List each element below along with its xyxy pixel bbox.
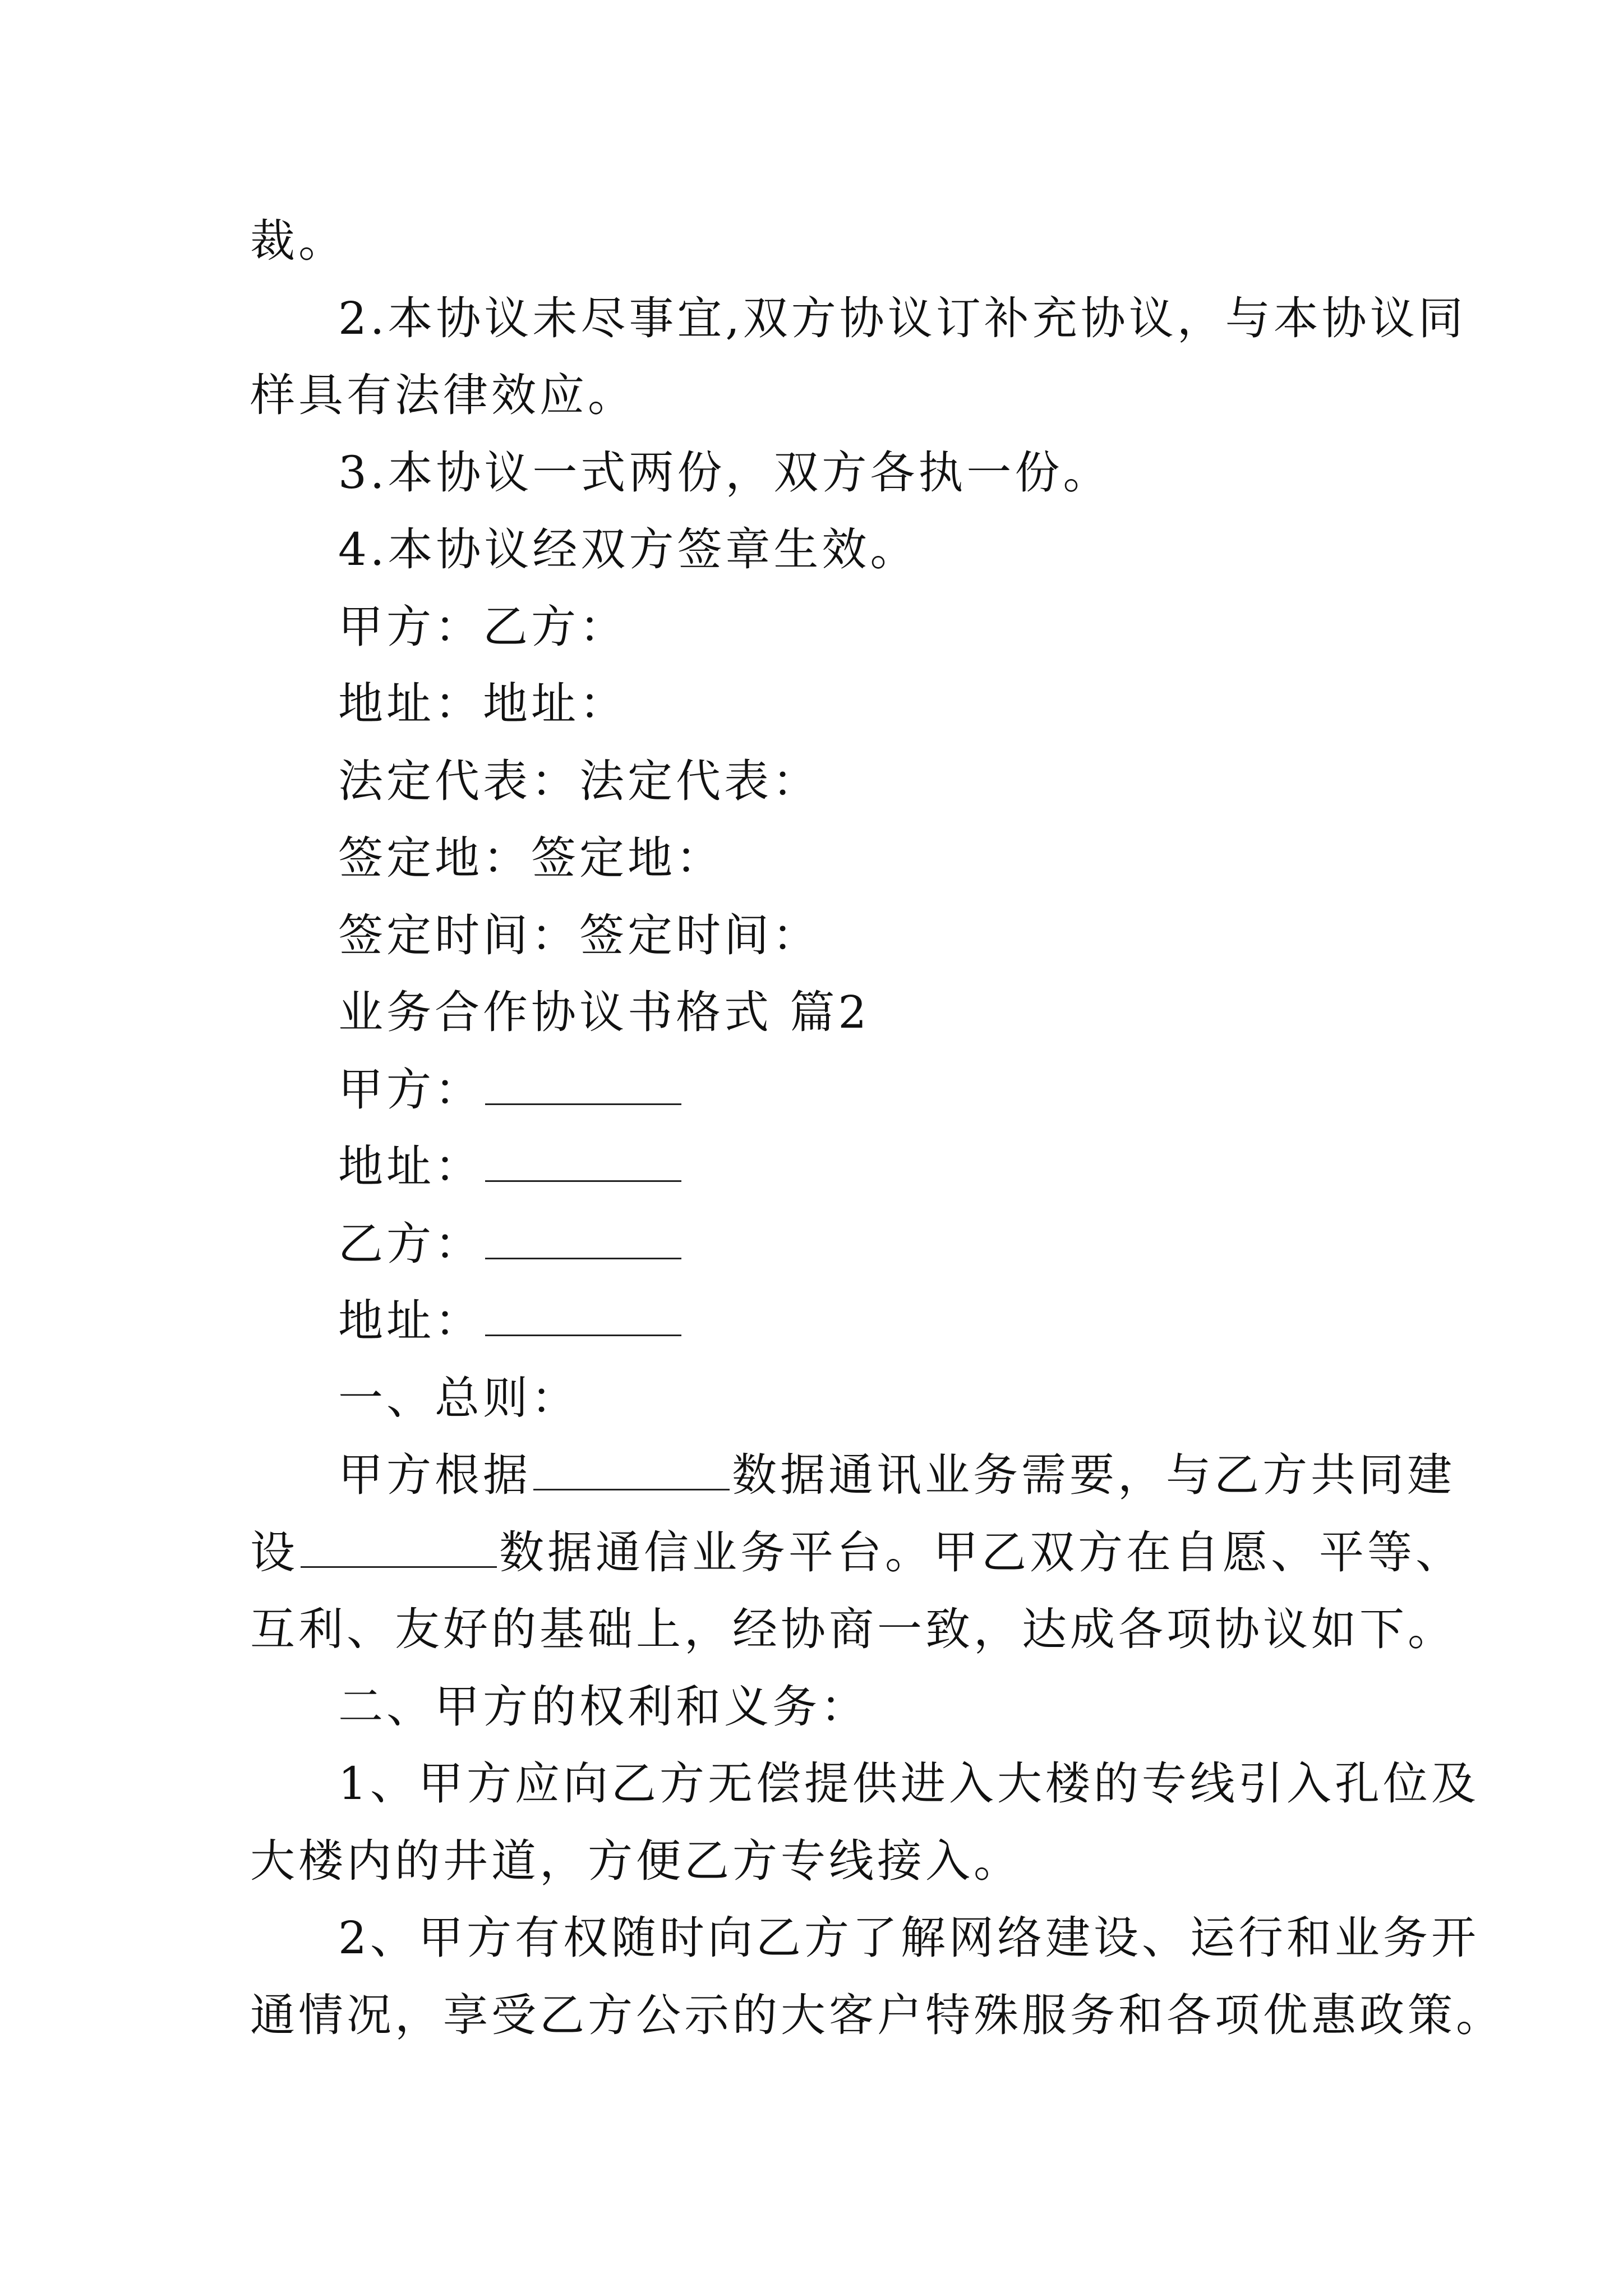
text-line: 甲方：乙方：: [338, 601, 628, 653]
text-line: 法定代表：法定代表：: [338, 755, 820, 807]
text-line: 2.本协议未尽事宜,双方协议订补充协议，与本协议同: [338, 292, 1467, 344]
section-heading: 一、总则：: [338, 1372, 579, 1424]
text-fragment: 甲方根据: [338, 1449, 531, 1501]
text-line: [250, 1525, 1464, 1581]
blank-line: [485, 1144, 681, 1182]
text-fragment: 设: [250, 1526, 298, 1579]
text-line: 通情况，享受乙方公示的大客户特殊服务和各项优惠政策。: [250, 1989, 1504, 2041]
text-line: 签定时间：签定时间：: [338, 909, 820, 961]
text-line: 大楼内的井道，方便乙方专线接入。: [250, 1835, 1022, 1887]
form-line: [338, 1293, 684, 1349]
field-label: 甲方：: [338, 1064, 483, 1116]
blank-line: [485, 1068, 681, 1105]
text-line: 4.本协议经双方签章生效。: [338, 523, 919, 576]
text-line: 样具有法律效应。: [250, 369, 636, 421]
text-line: 地址：地址：: [338, 678, 628, 730]
form-line: [338, 1139, 684, 1195]
form-line: [338, 1216, 684, 1272]
blank-line: [301, 1530, 497, 1568]
form-line: [338, 1062, 684, 1118]
text-fragment: 数据通讯业务需要，与乙方共同建: [732, 1449, 1455, 1501]
blank-line: [485, 1299, 681, 1336]
section-heading: 业务合作协议书格式 篇2: [338, 986, 870, 1038]
blank-line: [533, 1453, 730, 1490]
field-label: 地址：: [338, 1295, 483, 1347]
text-line: 裁。: [250, 215, 347, 267]
text-line: [338, 1447, 1455, 1503]
section-heading: 二、甲方的权利和义务：: [338, 1681, 869, 1733]
text-line: 1、甲方应向乙方无偿提供进入大楼的专线引入孔位及: [338, 1757, 1479, 1810]
field-label: 地址：: [338, 1140, 483, 1193]
text-line: 签定地：签定地：: [338, 832, 724, 884]
text-line: 2、甲方有权随时向乙方了解网络建设、运行和业务开: [338, 1912, 1479, 1964]
text-line: 3.本协议一式两份，双方各执一份。: [338, 447, 1112, 499]
text-fragment: 数据通信业务平台。甲乙双方在自愿、平等、: [499, 1526, 1464, 1579]
blank-line: [485, 1222, 681, 1259]
field-label: 乙方：: [338, 1218, 483, 1270]
text-line: 互利、友好的基础上，经协商一致，达成各项协议如下。: [250, 1603, 1456, 1655]
